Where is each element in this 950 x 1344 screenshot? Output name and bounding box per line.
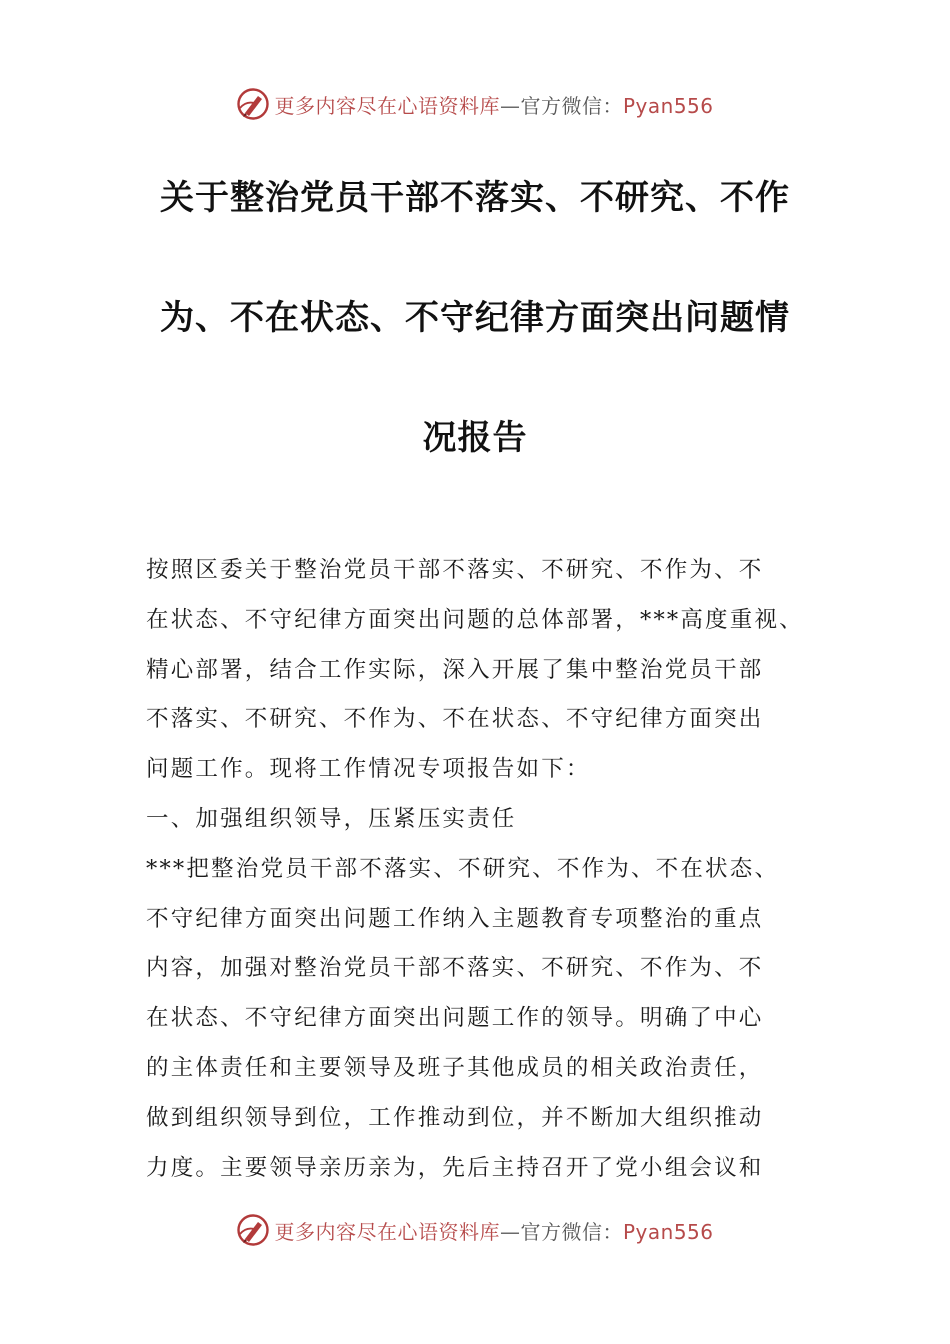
body-line: 的主体责任和主要领导及班子其他成员的相关政治责任， (146, 1054, 764, 1081)
watermark-wechat-label: 官方微信： (520, 93, 623, 118)
watermark-banner-bottom (0, 1208, 950, 1252)
body-line: 内容，加强对整治党员干部不落实、不研究、不作为、不 (146, 955, 764, 982)
body-line: 问题工作。现将工作情况专项报告如下： (146, 756, 591, 783)
watermark-site: 更多内容尽在心语资料库 (274, 1219, 500, 1244)
body-line: 做到组织领导到位，工作推动到位，并不断加大组织推动 (146, 1104, 764, 1131)
watermark-wechat-label: 官方微信： (520, 1219, 623, 1244)
watermark-text (274, 1216, 713, 1245)
watermark-dash: — (499, 1219, 521, 1244)
pen-logo-icon (236, 87, 270, 121)
body-line: 在状态、不守纪律方面突出问题的总体部署，***高度重视、 (146, 606, 804, 633)
title-line: 况报告 (422, 418, 528, 458)
watermark-wechat-id: Pyan556 (622, 1219, 714, 1244)
watermark-text (274, 90, 713, 119)
pen-logo-icon (236, 1213, 270, 1247)
body-line: 力度。主要领导亲历亲为，先后主持召开了党小组会议和 (146, 1154, 764, 1181)
body-line: 不落实、不研究、不作为、不在状态、不守纪律方面突出 (146, 706, 764, 733)
body-line: ***把整治党员干部不落实、不研究、不作为、不在状态、 (146, 855, 780, 882)
body-line: 不守纪律方面突出问题工作纳入主题教育专项整治的重点 (146, 905, 764, 932)
title-line: 关于整治党员干部不落实、不研究、不作 (160, 178, 790, 218)
document-title (0, 158, 950, 518)
document-body (146, 548, 836, 1195)
section-heading: 一、加强组织领导，压紧压实责任 (146, 805, 517, 832)
watermark-wechat-id: Pyan556 (622, 93, 714, 118)
watermark-banner-top (0, 82, 950, 126)
body-line: 按照区委关于整治党员干部不落实、不研究、不作为、不 (146, 557, 764, 583)
title-line: 为、不在状态、不守纪律方面突出问题情 (160, 298, 790, 338)
watermark-dash: — (499, 93, 521, 118)
body-line: 精心部署，结合工作实际，深入开展了集中整治党员干部 (146, 656, 764, 683)
body-line: 在状态、不守纪律方面突出问题工作的领导。明确了中心 (146, 1005, 764, 1032)
watermark-site: 更多内容尽在心语资料库 (274, 93, 500, 118)
